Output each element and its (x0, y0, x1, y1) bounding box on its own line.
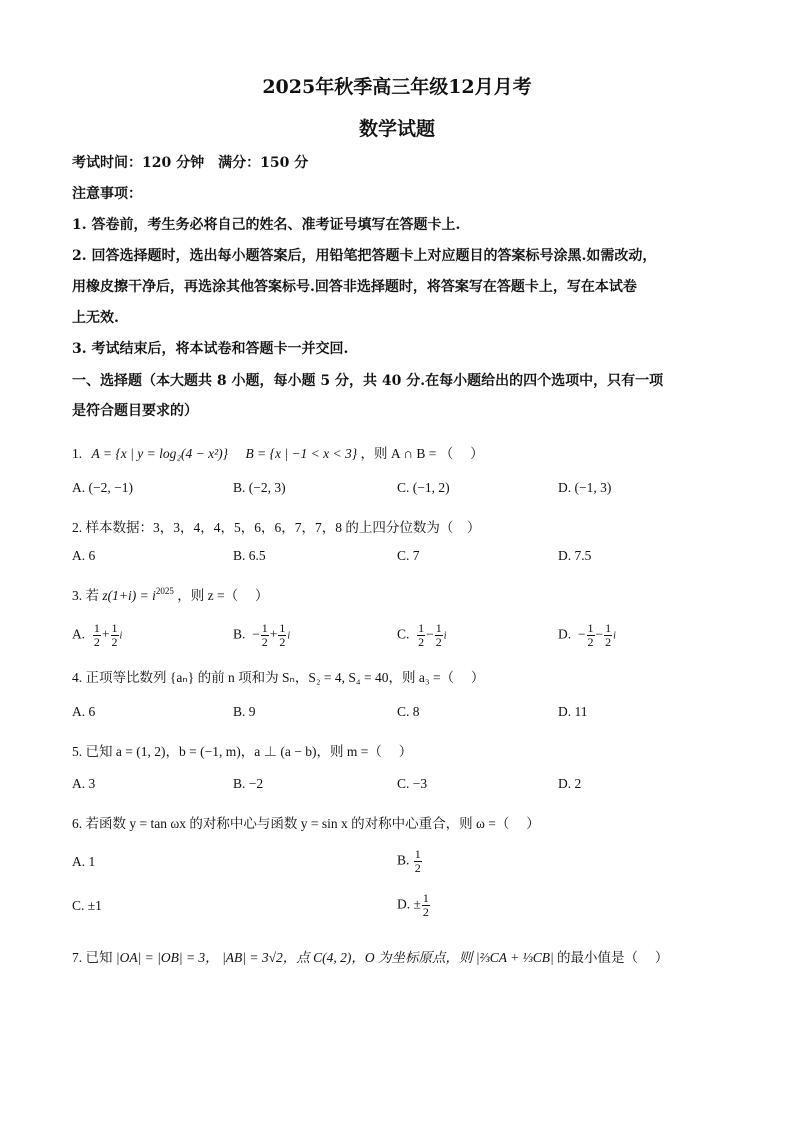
question-6: 6. 若函数 y = tan ωx 的对称中心与函数 y = sin x 的对称中心重合，则 ω =（ ） (72, 816, 540, 831)
q2-option-c: C. 7 (397, 548, 420, 563)
q7-prefix: 7. 已知 (72, 950, 113, 965)
notice-item-1: 1. 答卷前，考生务必将自己的姓名、准考证号填写在答题卡上. (72, 217, 461, 233)
q6-option-d: D. ± $\frac{1}{2}$ (397, 891, 429, 919)
q1-option-a: A. (−2, −1) (72, 480, 133, 495)
exam-title: 2025年秋季高三年级12月月考 (262, 76, 532, 98)
q2-option-a: A. 6 (72, 548, 96, 563)
notice-item-3: 3. 考试结束后，将本试卷和答题卡一并交回. (72, 341, 349, 357)
set-a: A = {x | y = log₂(4 − x²)} (91, 446, 229, 461)
q4-option-b: B. 9 (233, 704, 256, 719)
notice-item-2-line-3: 上无效. (72, 310, 119, 326)
question-4: 4. 正项等比数列 {aₙ} 的前 n 项和为 Sₙ，S₂ = 4, S₄ = 40，则 a₃ =（ ） (72, 670, 485, 685)
q7-expression: |⅔CA + ⅓CB| (475, 950, 554, 965)
notice-item-2-line-1: 2. 回答选择题时，选出每小题答案后，用铅笔把答题卡上对应题目的答案标号涂黑.如需改动， (72, 248, 657, 264)
q3-option-a: A. $\frac{1}{2}$ + $\frac{1}{2}$ i (72, 621, 123, 649)
section-heading-line-1: 一、选择题（本大题共 8 小题，每小题 5 分，共 40 分.在每小题给出的四个选项中，只有一项 (72, 373, 664, 389)
q5-option-a: A. 3 (72, 776, 96, 791)
q7-condition-1: |OA| = |OB| = 3， (115, 950, 219, 965)
q3-suffix: ，则 z =（ ） (177, 588, 269, 603)
q5-option-c: C. −3 (397, 776, 428, 791)
section-heading-line-2: 是符合题目要求的） (72, 403, 198, 419)
q3-option-b: B. − $\frac{1}{2}$ + $\frac{1}{2}$ i (233, 621, 291, 649)
q2-option-d: D. 7.5 (558, 548, 592, 563)
q1-option-c: C. (−1, 2) (397, 480, 450, 495)
q4-option-a: A. 6 (72, 704, 96, 719)
question-5: 5. 已知 a = (1, 2)，b = (−1, m)，a ⊥ (a − b)，则 m =（ ） (72, 744, 413, 759)
q5-option-d: D. 2 (558, 776, 582, 791)
q3-option-c: C. $\frac{1}{2}$ − $\frac{1}{2}$ i (397, 621, 447, 649)
exam-subtitle: 数学试题 (358, 118, 435, 140)
q3-prefix: 3. 若 (72, 588, 99, 603)
notice-item-2-line-2: 用橡皮擦干净后，再选涂其他答案标号.回答非选择题时，将答案写在答题卡上，写在本试卷 (72, 279, 637, 295)
question-3 (72, 584, 268, 604)
q6-option-c: C. ±1 (72, 898, 102, 913)
question-number: 1. (72, 446, 83, 461)
notice-heading: 注意事项： (72, 186, 142, 202)
question-7 (72, 946, 668, 966)
q7-condition-2: |AB| = 3√2，点 C(4, 2)，O 为坐标原点，则 (222, 950, 473, 965)
question-ask: ，则 A ∩ B = （ ） (360, 446, 484, 461)
q4-option-c: C. 8 (397, 704, 420, 719)
question-1 (72, 442, 484, 462)
q5-option-b: B. −2 (233, 776, 264, 791)
exam-info: 考试时间：120 分钟 满分：150 分 (72, 155, 309, 171)
q6-option-b: B. $\frac{1}{2}$ (397, 847, 421, 875)
q1-option-d: D. (−1, 3) (558, 480, 612, 495)
q7-suffix: 的最小值是（ ） (557, 950, 669, 965)
q3-expression: z(1+i) = i (102, 588, 156, 603)
set-b: B = {x | −1 < x < 3} (245, 446, 358, 461)
q6-option-a: A. 1 (72, 854, 96, 869)
question-2: 2. 样本数据：3，3，4，4，5，6，6，7，7，8 的上四分位数为（ ） (72, 520, 481, 535)
q1-option-b: B. (−2, 3) (233, 480, 286, 495)
q2-option-b: B. 6.5 (233, 548, 266, 563)
q3-option-d: D. − $\frac{1}{2}$ − $\frac{1}{2}$ i (558, 621, 616, 649)
q3-exponent: 2025 (155, 586, 174, 596)
q4-option-d: D. 11 (558, 704, 588, 719)
